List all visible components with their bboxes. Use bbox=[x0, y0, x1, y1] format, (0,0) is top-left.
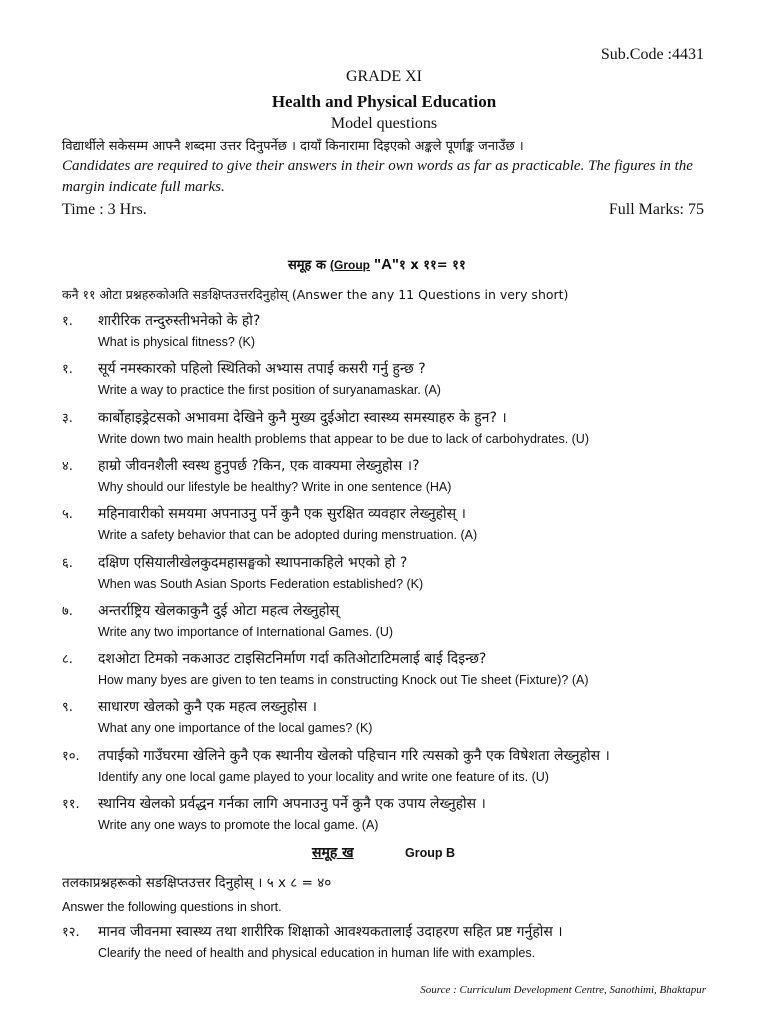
group-a-heading-open: (Group bbox=[329, 258, 370, 272]
group-a-question-text-nepali: शारीरिक तन्दुरुस्तीभनेको के हो? bbox=[98, 313, 261, 329]
instructions-english-line1: Candidates are required to give their answers in their own words as far as practicable. The figures in the bbox=[62, 158, 693, 174]
group-a-question-text-english: Write a way to practice the first position of suryanamaskar. (A) bbox=[98, 383, 441, 398]
group-a-question-text-nepali: दशओटा टिमको नकआउट टाइसिटनिर्माण गर्दा कतिओटाटिमलाई बाई दिइन्छ? bbox=[98, 651, 487, 668]
group-a-question-number: १०. bbox=[62, 748, 80, 764]
group-a-heading-letter: "A" bbox=[373, 256, 400, 273]
full-marks: Full Marks: 75 bbox=[608, 201, 704, 218]
group-a-heading-marks: १ x ११= ११ bbox=[399, 258, 466, 273]
group-a-question-number: ३. bbox=[62, 410, 73, 426]
group-b-heading-en: Group B bbox=[405, 846, 455, 860]
group-a-heading-np: समूह क bbox=[288, 258, 326, 273]
group-a-question-text-nepali: दक्षिण एसियालीखेलकुदमहासङ्घको स्थापनाकहिले भएको हो ? bbox=[98, 554, 408, 571]
group-a-question-number: ११. bbox=[62, 797, 80, 812]
group-a-question-text-english: How many byes are given to ten teams in constructing Knock out Tie sheet (Fixture)? (A) bbox=[98, 673, 589, 688]
group-a-instruction: कनै ११ ओटा प्रश्नहरुकोअति सङक्षिप्तउत्तरदिनुहोस् (Answer the any 11 Questions in very short) bbox=[62, 287, 569, 302]
group-a-question-number: ५. bbox=[62, 507, 73, 523]
group-b-question-number: १२. bbox=[62, 925, 80, 940]
group-b-instruction-np: तलकाप्रश्नहरूको सङक्षिप्तउत्तर दिनुहोस् । ५ x ८ = ४० bbox=[62, 875, 332, 891]
group-a-question-text-nepali: सूर्य नमस्कारको पहिलो स्थितिको अभ्यास तपाई कसरी गर्नु हुन्छ ? bbox=[98, 361, 426, 378]
group-a-question-text-english: What is physical fitness? (K) bbox=[98, 335, 255, 349]
group-b-instruction-en: Answer the following questions in short. bbox=[62, 900, 282, 914]
group-a-question-text-nepali: कार्बोहाइड्रेटसको अभावमा देखिने कुनै मुख्य दुईओटा स्वास्थ्य समस्याहरु के हुन? । bbox=[98, 409, 507, 426]
group-a-question-text-english: Write down two main health problems that appear to be due to lack of carbohydrates. (U) bbox=[98, 431, 589, 446]
source-citation: Source : Curriculum Development Centre, Sanothimi, Bhaktapur bbox=[420, 984, 706, 996]
group-a-question-number: ७. bbox=[62, 603, 73, 619]
group-a-question-text-english: What any one importance of the local games? (K) bbox=[98, 721, 373, 736]
group-a-question-number: ९. bbox=[62, 700, 73, 716]
group-b-heading-np: समूह ख bbox=[312, 845, 354, 861]
group-a-question-number: १. bbox=[62, 314, 73, 329]
group-a-question-text-nepali: महिनावारीको समयमा अपनाउनु पर्ने कुनै एक सुरक्षित व्यवहार लेख्नुहोस् । bbox=[98, 506, 466, 523]
group-b-question-text-english: Clearify the need of health and physical education in human life with examples. bbox=[98, 946, 536, 960]
group-a-question-text-english: Write any one ways to promote the local game. (A) bbox=[98, 818, 379, 832]
time-allowed: Time : 3 Hrs. bbox=[62, 201, 147, 218]
group-a-question-text-nepali: अन्तर्राष्ट्रिय खेलकाकुनै दुई ओटा महत्व लेख्नुहोस् bbox=[98, 602, 340, 619]
group-a-question-text-english: When was South Asian Sports Federation established? (K) bbox=[98, 576, 424, 591]
subject-title: Health and Physical Education bbox=[271, 92, 497, 111]
group-b-question-text-nepali: मानव जीवनमा स्वास्थ्य तथा शारीरिक शिक्षाको आवश्यकतालाई उदाहरण सहित प्रष्ट गर्नुहोस । bbox=[98, 924, 563, 940]
group-a-question-text-nepali: तपाईको गाउँघरमा खेलिने कुनै एक स्थानीय खेलको पहिचान गरि त्यसको कुनै एक विषेशता लेख्नुहोस । bbox=[98, 747, 610, 764]
group-a-question-text-english: Write any two importance of International Games. (U) bbox=[98, 624, 394, 639]
group-a-question-text-english: Identify any one local game played to your locality and write one feature of its. (U) bbox=[98, 769, 549, 784]
group-a-question-number: ८. bbox=[62, 652, 73, 668]
paper-type: Model questions bbox=[330, 115, 438, 132]
group-a-question-text-english: Why should our lifestyle be healthy? Write in one sentence (HA) bbox=[98, 479, 452, 494]
instructions-nepali: विद्यार्थीले सकेसम्म आफ्नै शब्दमा उत्तर दिनुपर्नेछ । दायाँ किनारामा दिइएको अङ्कले पूर्णाङ्क जनाउँछ । bbox=[62, 139, 524, 154]
group-a-question-text-nepali: स्थानिय खेलको प्रर्वद्धन गर्नका लागि अपनाउनु पर्ने कुनै एक उपाय लेख्नुहोस । bbox=[98, 796, 486, 812]
grade-title: GRADE XI bbox=[346, 68, 422, 85]
group-a-question-text-nepali: साधारण खेलको कुनै एक महत्व लख्नुहोस । bbox=[98, 699, 317, 716]
group-a-question-number: ४. bbox=[62, 458, 73, 474]
group-a-heading bbox=[288, 255, 466, 274]
group-a-question-number: ६. bbox=[62, 555, 73, 571]
instructions-english-line2: margin indicate full marks. bbox=[62, 179, 225, 195]
sub-code: Sub.Code :4431 bbox=[600, 46, 704, 63]
group-a-question-number: १. bbox=[62, 362, 73, 378]
group-a-question-text-english: Write a safety behavior that can be adopted during menstruation. (A) bbox=[98, 528, 478, 543]
group-a-question-text-nepali: हाम्रो जीवनशैली स्वस्थ हुनुपर्छ ?किन, एक वाक्यमा लेख्नुहोस ।? bbox=[98, 457, 420, 474]
